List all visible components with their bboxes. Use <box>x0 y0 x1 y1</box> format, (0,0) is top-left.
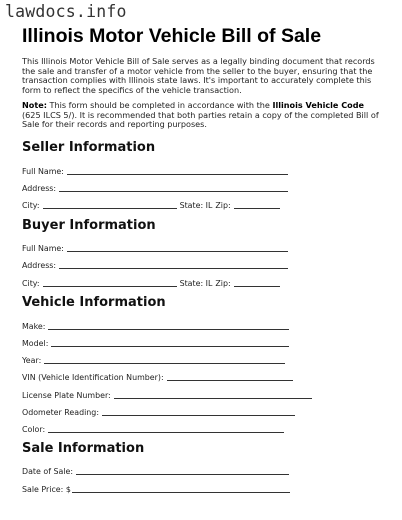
seller-address-label: Address: <box>22 184 57 193</box>
seller-state-label: State: IL <box>179 201 213 210</box>
vehicle-year-field[interactable] <box>22 353 285 365</box>
note-label: Note: <box>22 100 47 110</box>
vehicle-vin-label: VIN (Vehicle Identification Number): <box>22 373 164 382</box>
seller-zip-line[interactable] <box>234 208 280 209</box>
watermark: lawdocs.info <box>5 2 127 21</box>
seller-address-line[interactable] <box>59 191 288 192</box>
sale-date-field[interactable] <box>22 464 289 476</box>
vehicle-year-label: Year: <box>22 356 42 365</box>
buyer-zip-line[interactable] <box>234 286 280 287</box>
buyer-address-line[interactable] <box>59 268 288 269</box>
vehicle-model-line[interactable] <box>51 346 289 347</box>
vehicle-make-label: Make: <box>22 322 46 331</box>
seller-city-state-zip-field[interactable] <box>22 198 280 210</box>
buyer-section-heading: Buyer Information <box>22 218 156 233</box>
vehicle-make-field[interactable] <box>22 319 289 331</box>
buyer-full-name-line[interactable] <box>67 251 288 252</box>
buyer-zip-label: Zip: <box>215 279 231 288</box>
vehicle-year-line[interactable] <box>44 363 285 364</box>
vehicle-model-field[interactable] <box>22 336 289 348</box>
document-title: Illinois Motor Vehicle Bill of Sale <box>22 25 322 47</box>
sale-date-line[interactable] <box>76 474 289 475</box>
seller-section-heading: Seller Information <box>22 140 156 155</box>
vehicle-section-heading: Vehicle Information <box>22 295 166 310</box>
buyer-full-name-label: Full Name: <box>22 244 64 253</box>
vehicle-vin-line[interactable] <box>167 380 293 381</box>
vehicle-odometer-line[interactable] <box>102 415 295 416</box>
note-text-before: This form should be completed in accordance with the <box>46 100 273 110</box>
seller-full-name-line[interactable] <box>67 174 288 175</box>
buyer-full-name-field[interactable] <box>22 241 288 253</box>
seller-full-name-label: Full Name: <box>22 167 64 176</box>
seller-full-name-field[interactable] <box>22 164 288 176</box>
vehicle-color-line[interactable] <box>48 432 284 433</box>
vehicle-odometer-label: Odometer Reading: <box>22 408 99 417</box>
vehicle-plate-line[interactable] <box>114 398 312 399</box>
vehicle-odometer-field[interactable] <box>22 405 295 417</box>
vehicle-color-field[interactable] <box>22 422 284 434</box>
vehicle-color-label: Color: <box>22 425 46 434</box>
intro-paragraph: This Illinois Motor Vehicle Bill of Sale serves as a legally binding document that records the sale and transfer of a motor vehicle from the seller to the buyer, ensuring that the transaction complies with Illinois state laws. It's important to accurately complete this form to reflect the specifics of the vehicle transaction. <box>22 56 375 95</box>
seller-address-field[interactable] <box>22 181 288 193</box>
vehicle-vin-field[interactable] <box>22 370 293 382</box>
buyer-city-line[interactable] <box>43 286 177 287</box>
vehicle-code-reference: Illinois Vehicle Code <box>272 100 365 110</box>
buyer-address-field[interactable] <box>22 258 288 270</box>
seller-city-label: City: <box>22 201 40 210</box>
buyer-state-label: State: IL <box>179 279 213 288</box>
buyer-city-state-zip-field[interactable] <box>22 276 280 288</box>
buyer-address-label: Address: <box>22 261 57 270</box>
sale-date-label: Date of Sale: <box>22 467 74 476</box>
vehicle-model-label: Model: <box>22 339 49 348</box>
seller-city-line[interactable] <box>43 208 177 209</box>
vehicle-plate-field[interactable] <box>22 388 312 400</box>
note-text-after: (625 ILCS 5/). It is recommended that both parties retain a copy of the completed Bill of Sale for their records and reporting purposes. <box>22 109 379 130</box>
vehicle-make-line[interactable] <box>48 329 289 330</box>
vehicle-plate-label: License Plate Number: <box>22 391 111 400</box>
sale-price-label: Sale Price: $ <box>22 485 71 494</box>
seller-zip-label: Zip: <box>215 201 231 210</box>
note-paragraph <box>22 101 384 130</box>
buyer-city-label: City: <box>22 279 40 288</box>
sale-section-heading: Sale Information <box>22 441 145 456</box>
sale-price-line[interactable] <box>72 492 290 493</box>
sale-price-field[interactable] <box>22 482 290 494</box>
